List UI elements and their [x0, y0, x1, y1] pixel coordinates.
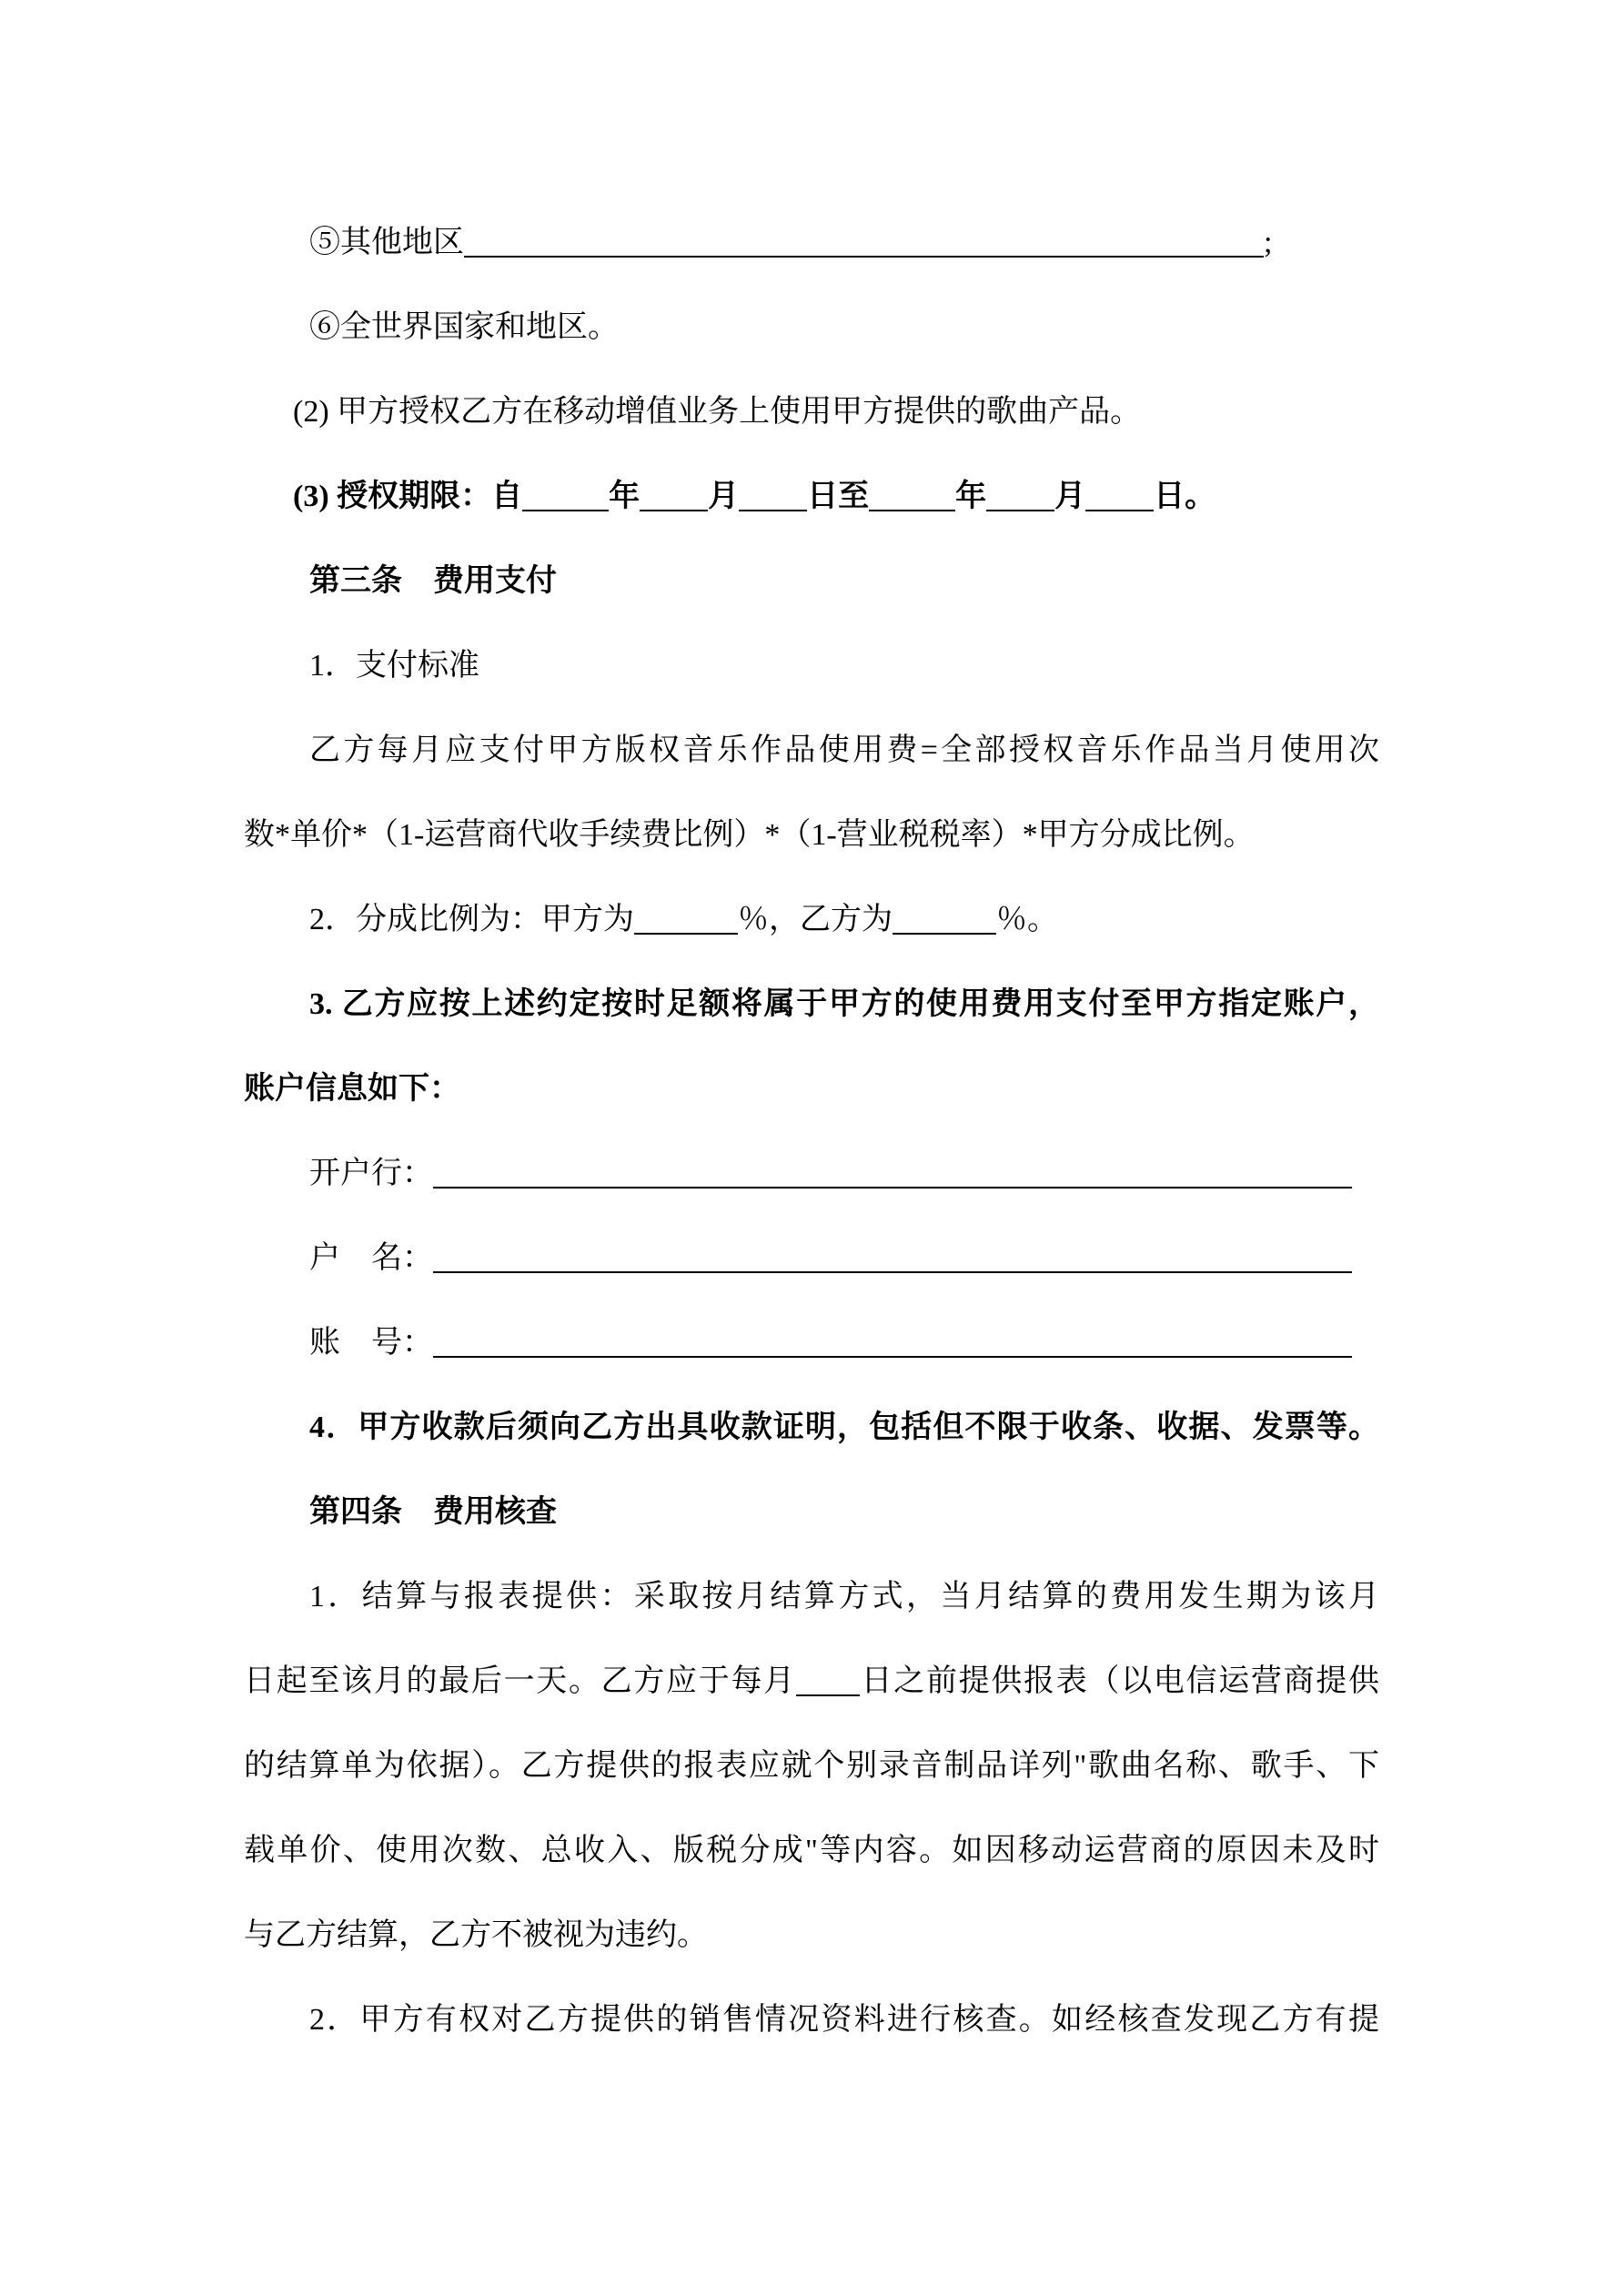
blank-start-year [522, 482, 609, 511]
term-year-1: 年 [609, 480, 641, 513]
account-info-label: 账户信息如下： [244, 1072, 460, 1106]
item-1-payment-standard: 1．支付标准 [309, 649, 479, 683]
field-account-name [244, 1216, 1379, 1300]
para-settlement-line-4: 载单价、使用次数、总收入、版税分成"等内容。如因移动运营商的原因未及时 [244, 1834, 1379, 1867]
item-4-payment-receipt: 4．甲方收款后须向乙方出具收款证明，包括但不限于收条、收据、发票等。 [309, 1411, 1379, 1444]
para-payment-formula-line-2: 数*单价*（1-运营商代收手续费比例）*（1-营业税税率）*甲方分成比例。 [244, 818, 1255, 852]
blank-party-b-percent [893, 905, 996, 935]
para-settlement-line-5: 与乙方结算，乙方不被视为违约。 [244, 1918, 708, 1952]
settlement-line-2-prefix: 日起至该月的最后一天。乙方应于每月 [244, 1664, 796, 1698]
para-settlement-line-3: 的结算单为依据）。乙方提供的报表应就个别录音制品详列"歌曲名称、歌手、下 [244, 1749, 1379, 1783]
blank-report-day [796, 1667, 860, 1696]
clause-3-term [244, 454, 1379, 539]
region-other-label: ⑤其他地区 [309, 226, 464, 259]
field-bank-name [244, 1131, 1379, 1216]
blank-end-month [986, 482, 1054, 511]
document-content [244, 200, 1379, 2062]
blank-start-day [739, 482, 807, 511]
term-year-2: 年 [955, 480, 987, 513]
term-prefix: (3) 授权期限：自 [293, 480, 523, 513]
region-other-semicolon: ; [1264, 226, 1273, 259]
blank-bank-name [433, 1159, 1352, 1188]
heading-article-4-fee-audit: 第四条 费用核查 [309, 1495, 557, 1529]
item-3-payment-to-account: 3. 乙方应按上述约定按时足额将属于甲方的使用费用支付至甲方指定账户， [309, 987, 1379, 1021]
split-ratio-prefix: 2．分成比例为：甲方为 [309, 903, 634, 936]
blank-end-year [869, 482, 955, 511]
field-account-number [244, 1300, 1379, 1385]
item-2-audit-right: 2．甲方有权对乙方提供的销售情况资料进行核查。如经核查发现乙方有提 [309, 2003, 1379, 2037]
blank-account-name [433, 1244, 1352, 1273]
blank-region-other [464, 228, 1264, 258]
para-settlement-line-1: 1．结算与报表提供：采取按月结算方式，当月结算的费用发生期为该月 [309, 1580, 1379, 1613]
bank-name-label: 开户行： [309, 1157, 433, 1190]
term-day-to: 日至 [807, 480, 870, 513]
blank-party-a-percent [634, 905, 738, 935]
clause-2-authorization: (2) 甲方授权乙方在移动增值业务上使用甲方提供的歌曲产品。 [293, 395, 1142, 429]
settlement-line-2-suffix: 日之前提供报表（以电信运营商提供 [859, 1664, 1380, 1698]
account-name-label: 户 名： [309, 1241, 433, 1275]
heading-article-3-fee-payment: 第三条 费用支付 [309, 564, 557, 598]
blank-start-month [640, 482, 708, 511]
item-2-split-ratio [244, 877, 1379, 962]
line-region-other [244, 200, 1379, 285]
blank-account-number [433, 1329, 1352, 1358]
term-month-1: 月 [708, 480, 740, 513]
split-ratio-suffix: ％。 [996, 903, 1058, 936]
term-month-2: 月 [1054, 480, 1086, 513]
line-region-worldwide: ⑥全世界国家和地区。 [309, 310, 619, 344]
para-settlement-line-2 [244, 1639, 1379, 1724]
split-ratio-middle: ％，乙方为 [738, 903, 893, 936]
term-day-end: 日。 [1154, 480, 1216, 513]
blank-end-day [1085, 482, 1154, 511]
account-number-label: 账 号： [309, 1326, 433, 1360]
para-payment-formula-line-1: 乙方每月应支付甲方版权音乐作品使用费=全部授权音乐作品当月使用次 [309, 733, 1379, 767]
